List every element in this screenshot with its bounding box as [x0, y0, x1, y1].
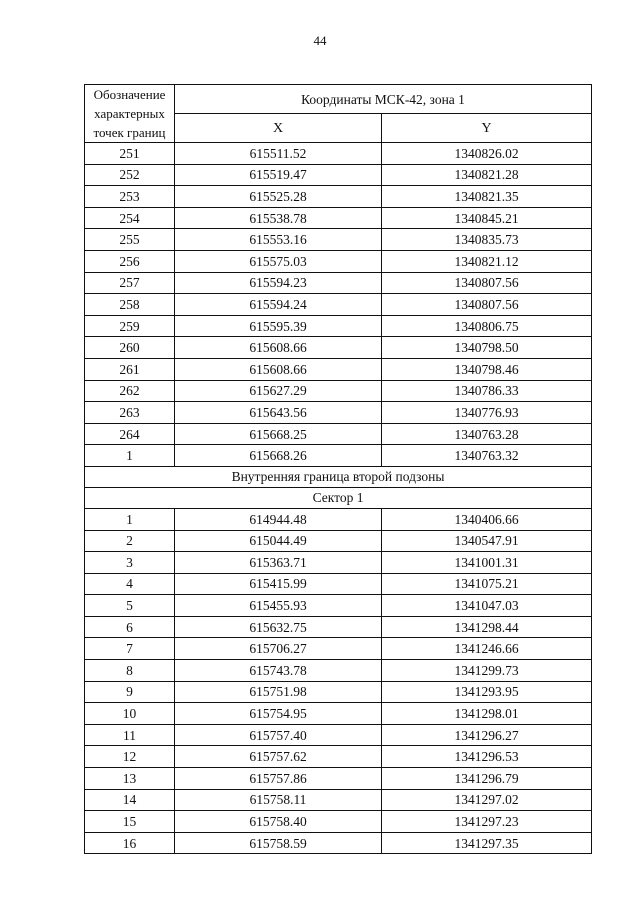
x-coordinate-cell: 615538.78: [175, 207, 382, 229]
x-coordinate-cell: 615044.49: [175, 530, 382, 552]
x-coordinate-cell: 615668.25: [175, 423, 382, 445]
y-coordinate-cell: 1341297.02: [382, 789, 592, 811]
y-coordinate-cell: 1341047.03: [382, 595, 592, 617]
x-coordinate-cell: 615519.47: [175, 164, 382, 186]
table-row: [85, 207, 592, 229]
table-row: [85, 315, 592, 337]
y-coordinate-cell: 1340798.50: [382, 337, 592, 359]
section-rows: [85, 466, 592, 508]
y-coordinate-cell: 1340826.02: [382, 143, 592, 165]
table-row: [85, 250, 592, 272]
coordinates-table: [84, 84, 592, 854]
y-coordinate-cell: 1340406.66: [382, 508, 592, 530]
x-coordinate-cell: 615608.66: [175, 337, 382, 359]
table-row: [85, 229, 592, 251]
table-row: [85, 272, 592, 294]
x-coordinate-cell: 615643.56: [175, 402, 382, 424]
x-coordinate-cell: 615553.16: [175, 229, 382, 251]
x-coordinate-cell: 615415.99: [175, 573, 382, 595]
table-row: [85, 681, 592, 703]
y-coordinate-cell: 1341297.35: [382, 832, 592, 854]
x-coordinate-cell: 615511.52: [175, 143, 382, 165]
y-coordinate-cell: 1340806.75: [382, 315, 592, 337]
rows-part2: [85, 508, 592, 854]
x-coordinate-cell: 615632.75: [175, 616, 382, 638]
x-coordinate-cell: 615594.23: [175, 272, 382, 294]
point-number-cell: 6: [85, 616, 175, 638]
table-row: [85, 380, 592, 402]
y-coordinate-cell: 1340845.21: [382, 207, 592, 229]
point-number-cell: 14: [85, 789, 175, 811]
point-number-cell: 5: [85, 595, 175, 617]
table-row: [85, 746, 592, 768]
point-number-cell: 11: [85, 724, 175, 746]
x-coordinate-cell: 615754.95: [175, 703, 382, 725]
point-number-cell: 262: [85, 380, 175, 402]
x-coordinate-cell: 615758.59: [175, 832, 382, 854]
x-coordinate-cell: 615757.40: [175, 724, 382, 746]
point-number-cell: 257: [85, 272, 175, 294]
table-row: [85, 573, 592, 595]
point-number-cell: 2: [85, 530, 175, 552]
table-row: [85, 616, 592, 638]
point-number-cell: 4: [85, 573, 175, 595]
point-number-cell: 1: [85, 445, 175, 467]
x-coordinate-cell: 615668.26: [175, 445, 382, 467]
point-number-cell: 256: [85, 250, 175, 272]
table-row: [85, 768, 592, 790]
point-number-cell: 16: [85, 832, 175, 854]
table-row: [85, 703, 592, 725]
y-coordinate-cell: 1341296.79: [382, 768, 592, 790]
x-coordinate-cell: 615525.28: [175, 186, 382, 208]
x-coordinate-cell: 615575.03: [175, 250, 382, 272]
point-number-cell: 12: [85, 746, 175, 768]
x-coordinate-cell: 615751.98: [175, 681, 382, 703]
y-coordinate-cell: 1341298.44: [382, 616, 592, 638]
table-row: [85, 552, 592, 574]
y-coordinate-cell: 1340786.33: [382, 380, 592, 402]
x-coordinate-cell: 615758.11: [175, 789, 382, 811]
table-row: [85, 789, 592, 811]
table-row: [85, 832, 592, 854]
y-coordinate-cell: 1341296.53: [382, 746, 592, 768]
point-number-cell: 8: [85, 660, 175, 682]
y-coordinate-cell: 1341296.27: [382, 724, 592, 746]
y-coordinate-cell: 1340807.56: [382, 294, 592, 316]
x-coordinate-cell: 615757.86: [175, 768, 382, 790]
page-number: 44: [313, 33, 327, 48]
table-row: [85, 445, 592, 467]
y-column-header: Y: [382, 114, 592, 143]
y-coordinate-cell: 1340798.46: [382, 358, 592, 380]
point-number-cell: 258: [85, 294, 175, 316]
y-coordinate-cell: 1340807.56: [382, 272, 592, 294]
y-coordinate-cell: 1341297.23: [382, 811, 592, 833]
y-coordinate-cell: 1341246.66: [382, 638, 592, 660]
table-row: [85, 508, 592, 530]
y-coordinate-cell: 1341293.95: [382, 681, 592, 703]
y-coordinate-cell: 1340547.91: [382, 530, 592, 552]
y-coordinate-cell: 1340821.35: [382, 186, 592, 208]
rows-part1: [85, 143, 592, 467]
table-header: [85, 85, 592, 143]
point-number-cell: 10: [85, 703, 175, 725]
point-number-cell: 15: [85, 811, 175, 833]
y-coordinate-cell: 1340821.28: [382, 164, 592, 186]
designation-header: Обозначение характерных точек границ: [85, 85, 175, 143]
point-number-cell: 264: [85, 423, 175, 445]
x-coordinate-cell: 615594.24: [175, 294, 382, 316]
section-title: Внутренняя граница второй подзоны: [85, 466, 592, 487]
x-coordinate-cell: 615627.29: [175, 380, 382, 402]
x-coordinate-cell: 614944.48: [175, 508, 382, 530]
table-row: [85, 402, 592, 424]
table-row: [85, 530, 592, 552]
coordinate-system-header: Координаты МСК-42, зона 1: [175, 85, 592, 114]
point-number-cell: 263: [85, 402, 175, 424]
table-row: [85, 638, 592, 660]
table-row: [85, 724, 592, 746]
x-coordinate-cell: 615363.71: [175, 552, 382, 574]
point-number-cell: 260: [85, 337, 175, 359]
x-column-header: X: [175, 114, 382, 143]
point-number-cell: 255: [85, 229, 175, 251]
table-row: [85, 358, 592, 380]
table-row: [85, 294, 592, 316]
point-number-cell: 1: [85, 508, 175, 530]
subsection-title: Сектор 1: [85, 487, 592, 508]
point-number-cell: 3: [85, 552, 175, 574]
point-number-cell: 261: [85, 358, 175, 380]
y-coordinate-cell: 1341001.31: [382, 552, 592, 574]
x-coordinate-cell: 615608.66: [175, 358, 382, 380]
y-coordinate-cell: 1340835.73: [382, 229, 592, 251]
y-coordinate-cell: 1340763.28: [382, 423, 592, 445]
point-number-cell: 13: [85, 768, 175, 790]
table-row: [85, 423, 592, 445]
y-coordinate-cell: 1341298.01: [382, 703, 592, 725]
x-coordinate-cell: 615757.62: [175, 746, 382, 768]
table-row: [85, 811, 592, 833]
point-number-cell: 252: [85, 164, 175, 186]
table-row: [85, 595, 592, 617]
y-coordinate-cell: 1341075.21: [382, 573, 592, 595]
table-row: [85, 660, 592, 682]
y-coordinate-cell: 1340763.32: [382, 445, 592, 467]
point-number-cell: 7: [85, 638, 175, 660]
y-coordinate-cell: 1340821.12: [382, 250, 592, 272]
table-row: [85, 186, 592, 208]
x-coordinate-cell: 615595.39: [175, 315, 382, 337]
x-coordinate-cell: 615743.78: [175, 660, 382, 682]
point-number-cell: 251: [85, 143, 175, 165]
y-coordinate-cell: 1340776.93: [382, 402, 592, 424]
point-number-cell: 9: [85, 681, 175, 703]
table-row: [85, 143, 592, 165]
x-coordinate-cell: 615758.40: [175, 811, 382, 833]
y-coordinate-cell: 1341299.73: [382, 660, 592, 682]
table-row: [85, 164, 592, 186]
point-number-cell: 254: [85, 207, 175, 229]
x-coordinate-cell: 615706.27: [175, 638, 382, 660]
point-number-cell: 253: [85, 186, 175, 208]
x-coordinate-cell: 615455.93: [175, 595, 382, 617]
point-number-cell: 259: [85, 315, 175, 337]
table-row: [85, 337, 592, 359]
